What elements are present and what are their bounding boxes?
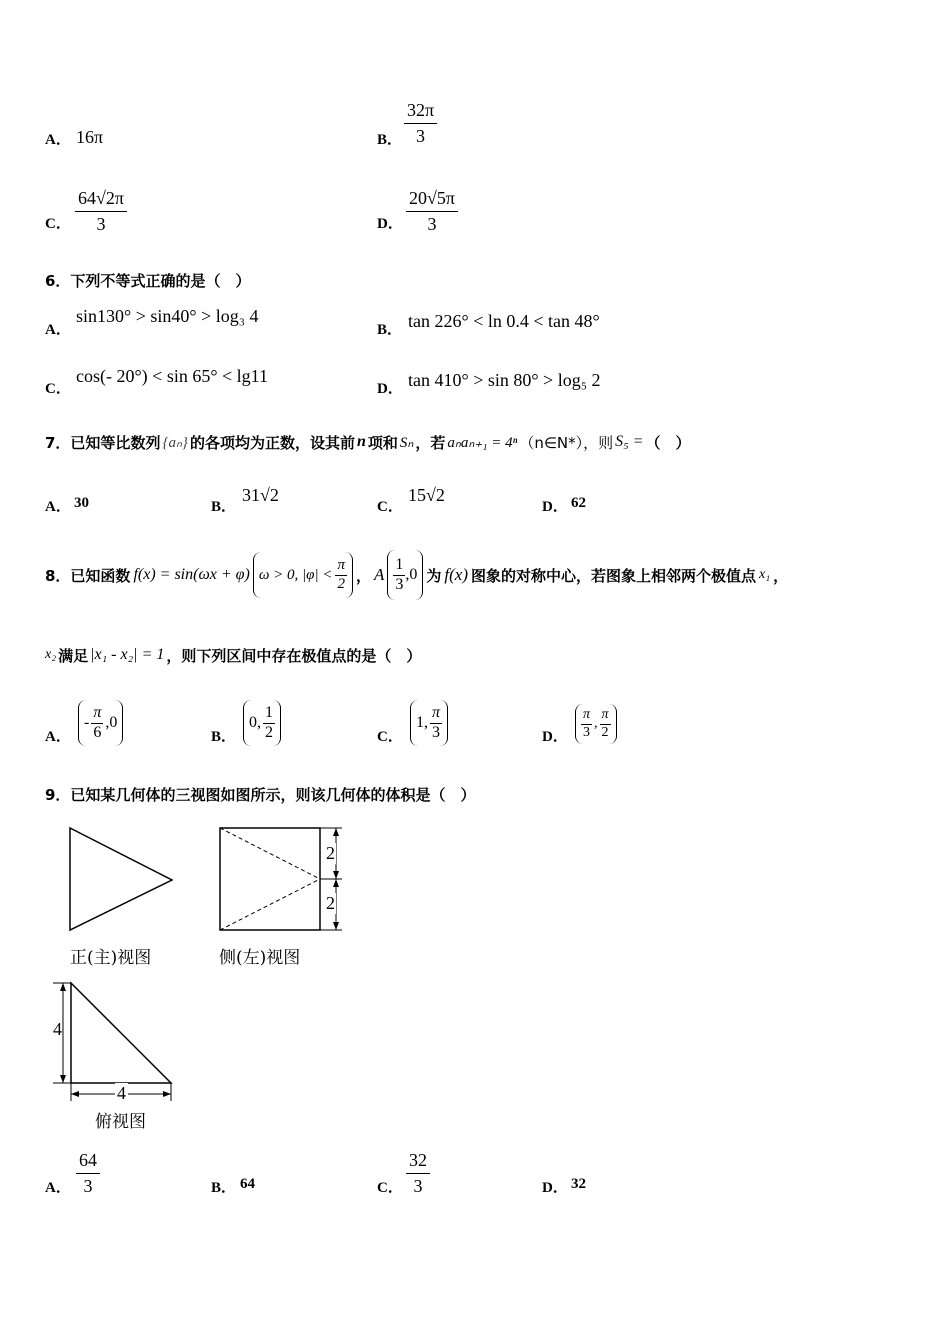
side-view-dashed-bottom (220, 879, 320, 930)
q8-option-b-value (243, 700, 281, 746)
q9-option-a-label[interactable]: A． (45, 1180, 71, 1196)
q8-d-two: 2 (601, 725, 609, 740)
q8-fx: f(x) (444, 565, 468, 584)
q5-d-numerator: 20√5π (406, 188, 458, 212)
q7-option-c-label[interactable]: C． (377, 499, 403, 515)
q5-c-denominator: 3 (96, 214, 106, 234)
q8-option-b-label[interactable]: B． (211, 729, 237, 745)
q8-d-frac2 (600, 707, 611, 741)
q6-option-a-expr: sin130° > sin40° > log₃ 4 (76, 306, 259, 326)
q8-mid2: 图象的对称中心，若图象上相邻两个极值点 (471, 566, 757, 585)
q8-b-zero: 0, (249, 714, 261, 731)
q8-d-pi1: π (581, 707, 592, 725)
side-view-square (220, 828, 320, 930)
q9-option-a-fraction (76, 1150, 100, 1197)
q5-option-b-fraction (404, 100, 437, 147)
q8-a-zero: ,0 (105, 714, 118, 731)
top-dim-label-vertical: 4 (53, 1019, 62, 1039)
q8-option-c-label[interactable]: C． (377, 729, 403, 745)
q8-option-a-value (78, 700, 123, 746)
q8-b-one: 1 (263, 704, 275, 724)
q5-option-b-label[interactable]: B． (377, 132, 403, 148)
q8-c-one: 1, (416, 714, 428, 731)
q7-condition: aₙaₙ₊₁ = 4ⁿ (447, 434, 518, 451)
q8-d-three: 3 (583, 725, 590, 740)
top-view-triangle (71, 983, 171, 1083)
q8-point-label: A (374, 565, 385, 584)
q8-abs: |x₁ - x₂| = 1 (90, 646, 165, 663)
q8-three: 3 (395, 576, 404, 593)
q8-b-two: 2 (265, 724, 273, 741)
side-view-dashed-top (220, 828, 320, 879)
q7-sequence: {aₙ} (162, 434, 188, 451)
q6-option-b-label[interactable]: B． (377, 322, 403, 338)
q8-a-pi: π (91, 704, 103, 724)
q8-pi-den: 2 (337, 576, 345, 592)
q8-point-frac (393, 556, 405, 594)
q8-comma2: ， (773, 566, 789, 585)
q9-option-d-value: 32 (571, 1176, 586, 1192)
top-dim-arrow-right (163, 1091, 171, 1097)
q8-one: 1 (393, 556, 405, 576)
q8-stem-line2 (45, 640, 421, 670)
q6-option-b-expr: tan 226° < ln 0.4 < tan 48° (408, 311, 600, 331)
q9-option-c-fraction (406, 1150, 430, 1197)
q6-option-a-label[interactable]: A． (45, 322, 71, 338)
q8-function: f(x) = sin(ωx + φ) (133, 566, 250, 583)
q8-b-frac (263, 704, 275, 742)
q9-stem: 9．已知某几何体的三视图如图所示，则该几何体的体积是（ ） (45, 786, 476, 804)
q8-x1: x₁ (759, 567, 771, 582)
q8-condition (253, 552, 353, 598)
q5-option-a-label[interactable]: A． (45, 132, 71, 148)
q8-d-pi2: π (600, 707, 611, 725)
q8-option-a-label[interactable]: A． (45, 729, 71, 745)
q9-a-denominator: 3 (83, 1176, 93, 1196)
q8-a-minus: - (84, 714, 90, 731)
q7-option-a-value: 30 (74, 495, 89, 511)
q7-option-b-label[interactable]: B． (211, 499, 237, 515)
q6-stem: 6．下列不等式正确的是（ ） (45, 272, 251, 290)
q8-d-comma: , (594, 716, 598, 731)
q8-option-d-label[interactable]: D． (542, 729, 568, 745)
top-dim-arrow-left (71, 1091, 79, 1097)
q7-option-d-label[interactable]: D． (542, 499, 568, 515)
q8-comma: ， (355, 566, 371, 585)
q5-option-c-label[interactable]: C． (45, 216, 71, 232)
q7-mid1: 的各项均为正数，设其前 (189, 433, 355, 452)
q8-option-d-value (575, 704, 617, 744)
q7-prefix: 7．已知等比数列 (45, 433, 161, 452)
q5-option-c-fraction (75, 188, 127, 235)
side-view-drawing (210, 820, 350, 940)
q8-zero: ,0 (405, 566, 418, 583)
front-view-drawing (60, 820, 190, 940)
front-view-caption: 正(主)视图 (70, 948, 152, 968)
side-dim-arrow-3 (333, 879, 339, 887)
q9-option-c-label[interactable]: C． (377, 1180, 403, 1196)
side-dim-label-top: 2 (326, 843, 335, 863)
q7-stem (45, 424, 690, 460)
q5-d-denominator: 3 (427, 214, 437, 234)
top-dim-label-horizontal: 4 (117, 1083, 126, 1103)
q7-condition-domain: （n∈N*），则 (519, 433, 614, 452)
q8-d-frac1 (581, 707, 592, 741)
q7-sn: Sₙ (399, 434, 414, 451)
q8-a-six: 6 (93, 724, 102, 741)
q7-tail: （ ） (645, 433, 691, 452)
q8-condition-text: ω > 0, |φ| < (258, 566, 333, 583)
side-dim-arrow-4 (333, 922, 339, 930)
q8-half-pi (335, 557, 347, 593)
top-dim-arrow-up (60, 983, 66, 991)
q9-c-denominator: 3 (413, 1176, 423, 1196)
q6-option-c-label[interactable]: C． (45, 381, 71, 397)
top-view-caption: 俯视图 (95, 1112, 146, 1132)
q6-option-d-expr: tan 410° > sin 80° > log₅ 2 (408, 370, 601, 390)
front-view-triangle (70, 828, 172, 930)
q7-n: n (356, 433, 366, 450)
q7-option-d-value: 62 (571, 495, 586, 511)
q8-point-coords (387, 550, 423, 600)
side-dim-arrow-1 (333, 828, 339, 836)
q7-option-a-label[interactable]: A． (45, 499, 71, 515)
q6-option-c-expr: cos(- 20°) < sin 65° < lg11 (76, 366, 269, 386)
q9-option-b-label[interactable]: B． (211, 1180, 237, 1196)
q7-mid2: 项和 (367, 433, 398, 452)
q8-prefix: 8．已知函数 (45, 566, 131, 585)
q9-c-numerator: 32 (406, 1150, 430, 1174)
q8-c-pi: π (430, 704, 442, 724)
q8-mid3: 满足 (58, 646, 89, 665)
q7-mid3: ，若 (415, 433, 446, 452)
q8-mid: 为 (426, 566, 442, 585)
side-dim-label-bottom: 2 (326, 893, 335, 913)
q5-option-a-value: 16π (76, 127, 104, 147)
q8-option-c-value (410, 700, 448, 746)
q8-c-frac (430, 704, 442, 742)
q7-s5: S₅ = (615, 433, 644, 450)
top-dim-arrow-down (60, 1075, 66, 1083)
q7-option-c-value: 15√2 (408, 485, 445, 505)
q9-a-numerator: 64 (76, 1150, 100, 1174)
q8-pi-num: π (335, 557, 347, 576)
q5-b-numerator: 32π (404, 100, 437, 124)
q8-tail: ，则下列区间中存在极值点的是（ ） (166, 646, 422, 665)
side-view-caption: 侧(左)视图 (219, 948, 301, 968)
q8-a-frac (91, 704, 103, 742)
q5-b-denominator: 3 (416, 126, 426, 146)
q5-option-d-label[interactable]: D． (377, 216, 403, 232)
q9-option-d-label[interactable]: D． (542, 1180, 568, 1196)
q5-c-numerator: 64√2π (75, 188, 127, 212)
q8-x2: x₂ (45, 647, 57, 662)
side-dim-arrow-2 (333, 871, 339, 879)
q8-c-three: 3 (432, 724, 440, 741)
q5-option-d-fraction (406, 188, 458, 235)
q6-option-d-label[interactable]: D． (377, 381, 403, 397)
q7-option-b-value: 31√2 (242, 485, 279, 505)
q8-stem-line1 (45, 540, 788, 610)
q9-option-b-value: 64 (240, 1176, 255, 1192)
